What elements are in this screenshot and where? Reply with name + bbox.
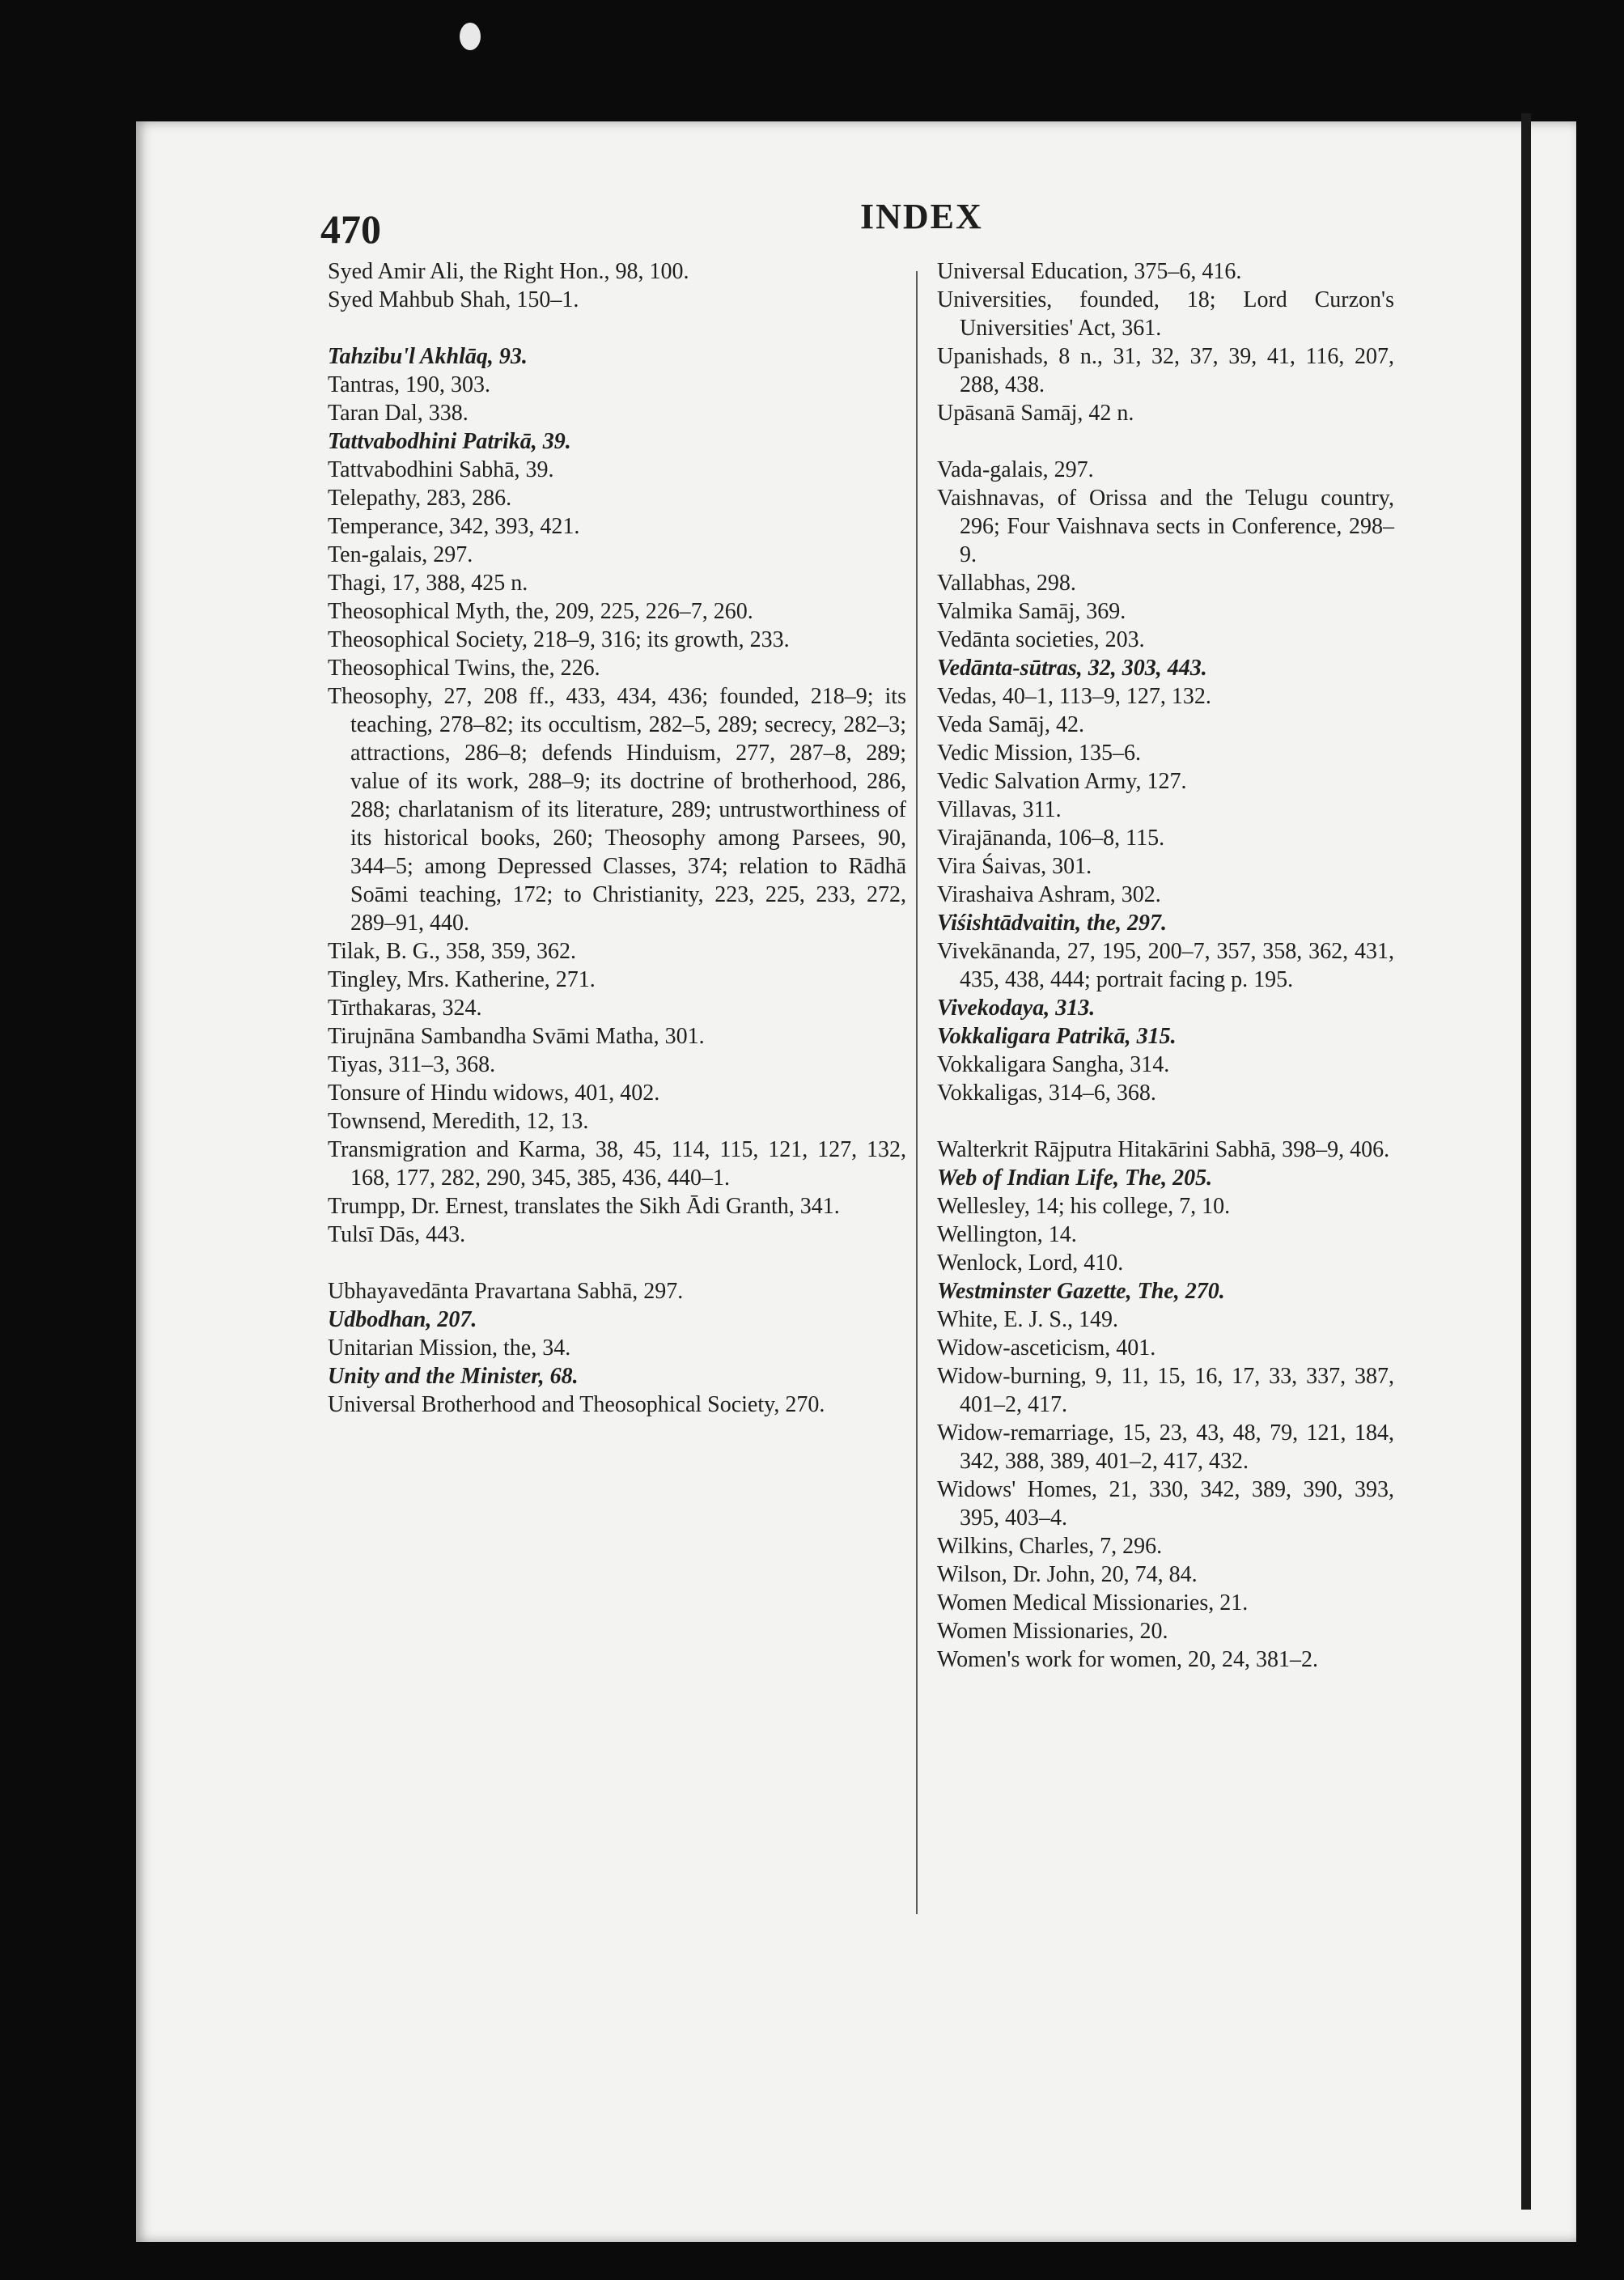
- index-entry: Vada-galais, 297.: [937, 457, 1094, 482]
- index-entry: Tilak, B. G., 358, 359, 362.: [328, 939, 577, 964]
- index-entry: Universal Brotherhood and Theosophical Society, 270.: [328, 1392, 825, 1417]
- index-entry: Syed Amir Ali, the Right Hon., 98, 100.: [328, 259, 689, 284]
- index-entry: Theosophical Twins, the, 226.: [328, 656, 600, 681]
- index-entry: Universities, founded, 18; Lord Curzon's Universities' Act, 361.: [937, 287, 1394, 341]
- index-entry: Women Missionaries, 20.: [937, 1619, 1168, 1644]
- index-entry: Upanishads, 8 n., 31, 32, 37, 39, 41, 116, 207, 288, 438.: [937, 344, 1394, 397]
- section-gap: [328, 1249, 906, 1277]
- column-divider: [916, 271, 918, 1914]
- index-entry: Taran Dal, 338.: [328, 401, 469, 426]
- index-entry: Vokkaligas, 314–6, 368.: [937, 1081, 1156, 1106]
- index-entry: Virajānanda, 106–8, 115.: [937, 826, 1165, 851]
- index-entry: Wilson, Dr. John, 20, 74, 84.: [937, 1562, 1198, 1587]
- index-entry: Vokkaligara Patrikā, 315.: [937, 1024, 1177, 1049]
- index-entry: Wilkins, Charles, 7, 296.: [937, 1534, 1163, 1559]
- index-entry: Widow-remarriage, 15, 23, 43, 48, 79, 121, 184, 342, 388, 389, 401–2, 417, 432.: [937, 1420, 1394, 1474]
- index-entry: Tattvabodhini Sabhā, 39.: [328, 457, 554, 482]
- index-entry: Trumpp, Dr. Ernest, translates the Sikh Ādi Granth, 341.: [328, 1194, 840, 1219]
- index-entry: Universal Education, 375–6, 416.: [937, 259, 1242, 284]
- index-entry: Vallabhas, 298.: [937, 571, 1076, 596]
- index-entry: Westminster Gazette, The, 270.: [937, 1279, 1225, 1304]
- index-entry: Villavas, 311.: [937, 797, 1062, 822]
- index-entry: Tantras, 190, 303.: [328, 372, 491, 397]
- index-entry: Women's work for women, 20, 24, 381–2.: [937, 1647, 1318, 1672]
- index-entry: Upāsanā Samāj, 42 n.: [937, 401, 1134, 426]
- index-entry: Tirujnāna Sambandha Svāmi Matha, 301.: [328, 1024, 705, 1049]
- index-entry: Vedānta societies, 203.: [937, 627, 1145, 652]
- index-entry: Transmigration and Karma, 38, 45, 114, 115, 121, 127, 132, 168, 177, 282, 290, 345, 385, 436, 440–1.: [328, 1137, 906, 1191]
- page-number: 470: [320, 206, 381, 252]
- index-entry: Unitarian Mission, the, 34.: [328, 1335, 571, 1361]
- page-title: INDEX: [860, 197, 983, 236]
- page-edge-shadow: [1521, 113, 1531, 2210]
- index-entry: Wellington, 14.: [937, 1222, 1077, 1247]
- index-entry: Tingley, Mrs. Katherine, 271.: [328, 967, 596, 992]
- index-entry: Theosophical Society, 218–9, 316; its growth, 233.: [328, 627, 790, 652]
- index-entry: Vivekodaya, 313.: [937, 996, 1096, 1021]
- index-entry: Widow-burning, 9, 11, 15, 16, 17, 33, 337, 387, 401–2, 417.: [937, 1364, 1394, 1417]
- section-gap: [328, 314, 906, 342]
- index-entry: Veda Samāj, 42.: [937, 712, 1084, 737]
- index-entry: Vedic Salvation Army, 127.: [937, 769, 1187, 794]
- index-entry: Vaishnavas, of Orissa and the Telugu country, 296; Four Vaishnava sects in Conference, 298–9.: [937, 486, 1394, 567]
- index-entry: Vedas, 40–1, 113–9, 127, 132.: [937, 684, 1211, 709]
- index-entry: Thagi, 17, 388, 425 n.: [328, 571, 528, 596]
- index-entry: Vira Śaivas, 301.: [937, 854, 1092, 879]
- index-entry: Tiyas, 311–3, 368.: [328, 1052, 496, 1077]
- index-entry: Temperance, 342, 393, 421.: [328, 514, 580, 539]
- index-entry: Theosophy, 27, 208 ff., 433, 434, 436; founded, 218–9; its teaching, 278–82; its occultism, 282–5, 289; secrecy, 282–3; attractions, 286–8; defends Hinduism, 277, 287–8, 289; value of its work, 288–9; its doctrine of brotherhood, 286, 288; charlatanism of its literature, 289; untrustworthiness of its historical books, 260; Theosophy among Parsees, 90, 344–5; among Depressed Classes, 374; relation to Rādhā Soāmi teaching, 172; to Christianity, 223, 225, 233, 272, 289–91, 440.: [328, 684, 906, 936]
- index-entry: Theosophical Myth, the, 209, 225, 226–7, 260.: [328, 599, 753, 624]
- index-entry: Ten-galais, 297.: [328, 542, 473, 567]
- index-entry: Wellesley, 14; his college, 7, 10.: [937, 1194, 1231, 1219]
- index-entry: Widow-asceticism, 401.: [937, 1335, 1156, 1361]
- index-entry: Telepathy, 283, 286.: [328, 486, 512, 511]
- index-entry: Vedānta-sūtras, 32, 303, 443.: [937, 656, 1207, 681]
- index-entry: Tonsure of Hindu widows, 401, 402.: [328, 1081, 660, 1106]
- index-entry: Syed Mahbub Shah, 150–1.: [328, 287, 579, 312]
- index-entry: Ubhayavedānta Pravartana Sabhā, 297.: [328, 1279, 684, 1304]
- index-entry: Walterkrit Rājputra Hitakārini Sabhā, 398–9, 406.: [937, 1137, 1390, 1162]
- index-entry: Unity and the Minister, 68.: [328, 1364, 579, 1389]
- index-entry: Tattvabodhini Patrikā, 39.: [328, 429, 571, 454]
- index-entry: Townsend, Meredith, 12, 13.: [328, 1109, 589, 1134]
- index-entry: Vedic Mission, 135–6.: [937, 741, 1141, 766]
- index-entry: Valmika Samāj, 369.: [937, 599, 1126, 624]
- section-gap: [937, 427, 1394, 456]
- index-entry: Vivekānanda, 27, 195, 200–7, 357, 358, 362, 431, 435, 438, 444; portrait facing p. 195.: [937, 939, 1394, 992]
- index-entry: Udbodhan, 207.: [328, 1307, 477, 1332]
- index-column-left: [328, 257, 906, 1419]
- index-entry: Virashaiva Ashram, 302.: [937, 882, 1161, 907]
- index-entry: White, E. J. S., 149.: [937, 1307, 1118, 1332]
- punch-hole: [460, 23, 481, 50]
- index-entry: Tulsī Dās, 443.: [328, 1222, 466, 1247]
- index-entry: Viśishtādvaitin, the, 297.: [937, 911, 1167, 936]
- index-entry: Vokkaligara Sangha, 314.: [937, 1052, 1170, 1077]
- index-entry: Women Medical Missionaries, 21.: [937, 1590, 1249, 1616]
- index-entry: Tīrthakaras, 324.: [328, 996, 482, 1021]
- index-entry: Wenlock, Lord, 410.: [937, 1250, 1124, 1276]
- index-entry: Widows' Homes, 21, 330, 342, 389, 390, 393, 395, 403–4.: [937, 1477, 1394, 1531]
- index-entry: Web of Indian Life, The, 205.: [937, 1165, 1213, 1191]
- index-entry: Tahzibu'l Akhlāq, 93.: [328, 344, 528, 369]
- index-column-right: [937, 257, 1394, 1674]
- section-gap: [937, 1107, 1394, 1136]
